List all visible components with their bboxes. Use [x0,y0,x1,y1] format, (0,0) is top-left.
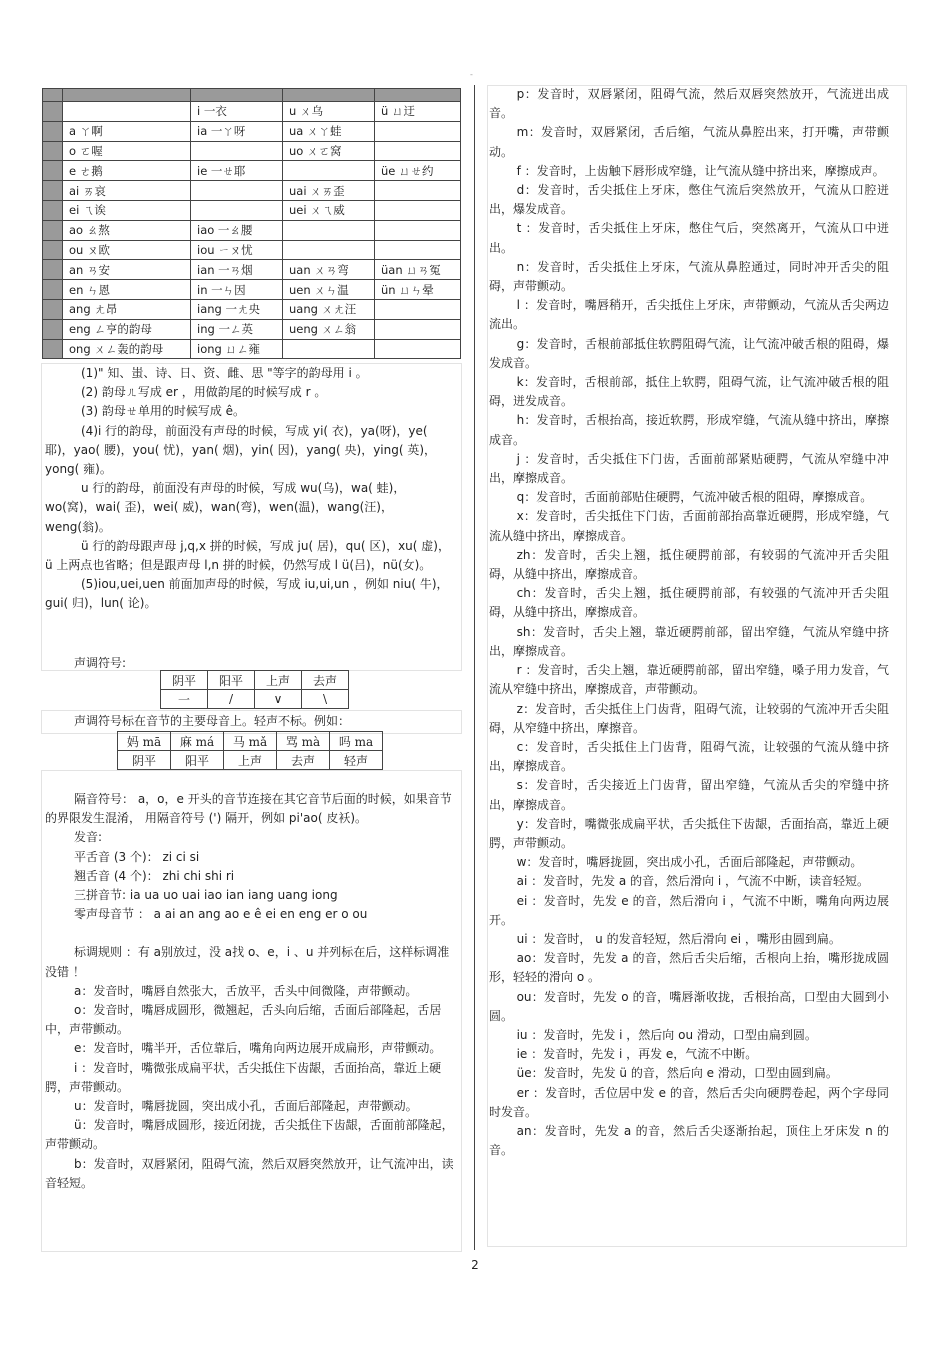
phoneme-description: n：发音时，舌尖抵住上牙床，气流从鼻腔通过，同时冲开舌尖的阻碍，声带颤动。 [489,259,889,294]
vowel-cell [283,339,375,359]
vowel-cell [283,220,375,240]
sanpin-line: 三拼音节: ia ua uo uai iao ian iang uang iong [74,888,338,903]
vowel-cell: uo ㄨㄛ窝 [283,141,375,161]
phoneme-description: q：发音时，舌面前部贴住硬腭，气流冲破舌根的阻碍，摩擦成音。 [516,490,873,505]
example-syllable: 吗 ma [330,732,383,751]
phoneme-description: an：发音时，先发 a 的音，然后舌尖逐渐抬起，顶住上牙床发 n 的音。 [489,1123,889,1158]
fayin-heading: 发音: [74,830,103,845]
right-text-block [489,85,889,1160]
vowel-row [43,220,461,240]
phoneme-description: p：发音时，双唇紧闭，阻碍气流，然后双唇突然放开，气流迸出成音。 [489,87,889,121]
vowel-cell: o ㄛ喔 [63,141,191,161]
vowel-cell: iou ㄧㄡ忧 [191,240,283,260]
vowel-cell [375,319,461,339]
phoneme-description: t ：发音时，舌尖抵住上牙床，憋住气后，突然离开，气流从口中迸出。 [489,221,889,255]
phoneme-description: x：发音时，舌尖抵住下门齿，舌面前部抬高靠近硬腭，形成窄缝，气流从缝中挤出，摩擦成音。 [489,509,889,543]
phoneme-description: m：发音时，双唇紧闭，舌后缩，气流从鼻腔出来，打开嘴，声带颤动。 [489,125,889,159]
vowel-cell [191,200,283,220]
vowel-cell: ei ㄟ诶 [63,200,191,220]
vowel-cell: ao ㄠ熬 [63,220,191,240]
tone-mark: 一 [161,690,208,709]
header-cell: i 一衣 [191,102,283,122]
note-6: ü 行的韵母跟声母 j,q,x 拼的时候，写成 ju( 居)，qu( 区)，xu( 虚)，ü 上两点也省略；但是跟声母 l,n 拼的时候，仍然写成 l ü(吕)，nü(女)。 [45,538,450,573]
tone-name: 阴平 [161,671,208,690]
vowel-notes [45,364,455,614]
example-syllable: 马 mǎ [224,732,277,751]
vowel-row [43,240,461,260]
phoneme-description: g：发音时，舌根前部抵住软腭阻碍气流，让气流冲破舌根的阻碍，爆发成音。 [489,336,889,370]
header-cell: ü ㄩ迂 [375,102,461,122]
example-tone: 去声 [277,751,330,770]
vowel-cell: uan ㄨㄢ弯 [283,260,375,280]
phoneme-description: ch：发音时，舌尖上翘，抵住硬腭前部，有较强的气流冲开舌尖阻碍，从缝中挤出，摩擦成音。 [489,586,889,620]
vowel-cell: ong ㄨㄥ轰的韵母 [63,339,191,359]
phoneme-description: ei ：发音时，先发 e 的音，然后滑向 i ，气流不中断，嘴角向两边展开。 [489,893,889,927]
tone-intro: 声调符号标在音节的主要母音上。轻声不标。例如： [74,714,351,728]
vowel-cell [283,161,375,181]
phoneme-description: z：发音时，舌尖抵住上门齿背，阻碍气流，让较弱的气流冲开舌尖阻碍，从窄缝中挤出，摩擦音。 [489,701,889,735]
note-1: (1)" 知、蚩、诗、日、资、雌、思 "等字的韵母用 i 。 [81,366,368,380]
phoneme-description: ui ：发音时， u 的发音轻短，然后滑向 ei ，嘴形由圆到扁。 [516,931,841,946]
phoneme-description: l ：发音时，嘴唇稍开，舌尖抵住上牙床，声带颤动，气流从舌尖两边流出。 [489,298,889,332]
vowel-cell [375,141,461,161]
vowel-row [43,121,461,141]
vowel-cell: ai ㄞ哀 [63,181,191,201]
phoneme-description: ao：发音时，先发 a 的音，然后舌尖后缩，舌根向上抬，嘴形拢成圆形，轻轻的滑向 o 。 [489,951,889,985]
vowel-cell: üe ㄩㄝ约 [375,161,461,181]
phoneme-description: j ：发音时，舌尖抵住下门齿，舌面前部紧贴硬腭，气流从窄缝中冲出，摩擦成音。 [489,451,889,486]
row-marker [43,280,63,300]
vowel-row [43,200,461,220]
vowel-cell: en ㄣ恩 [63,280,191,300]
note-3: (3) 韵母ㄝ单用的时候写成 ê。 [81,404,246,419]
phoneme-description: er ：发音时，舌位居中发 e 的音，然后舌尖向硬腭卷起，两个字母同时发音。 [489,1085,889,1119]
tone-mark: / [208,690,255,709]
vowel-cell: in 一ㄣ因 [191,280,283,300]
vowel-cell: uai ㄨㄞ歪 [283,181,375,201]
page-number: 2 [471,1258,479,1272]
example-tone: 上声 [224,751,277,770]
phoneme-description: r ：发音时，舌尖上翘，靠近硬腭前部，留出窄缝，嗓子用力发音，气流从窄缝中挤出，摩擦成音，声带颤动。 [489,663,889,697]
vowel-row [43,181,461,201]
row-marker [43,181,63,201]
tone-example-table-wrap [117,731,383,770]
vowel-cell: uang ㄨㄤ汪 [283,299,375,319]
biaodiao-rule: 标调规则 ：有 a别放过，没 a找 o、e，i 、u 并列标在后，这样标调准没错 ！ [45,945,450,979]
vowel-cell: ün ㄩㄣ晕 [375,280,461,300]
tone-title: 声调符号: [74,656,127,670]
note-2: (2) 韵母ㄦ写成 er ，用做韵尾的时候写成 r 。 [81,385,327,400]
example-tone: 阳平 [171,751,224,770]
note-5: u 行的韵母，前面没有声母的时候，写成 wu(乌)，wa( 蛙)，wo(窝)，wai( 歪)，wei( 威)，wan(弯)，wen(温)，wang(汪)，weng(翁)。 [45,481,406,534]
phoneme-description: ou：发音时，先发 o 的音，嘴唇渐收拢，舌根抬高，口型由大圆到小圆。 [489,989,889,1023]
phoneme-description: üe：发音时，先发 ü 的音，然后向 e 滑动，口型由圆到扁。 [516,1066,838,1081]
example-tone: 阴平 [118,751,171,770]
vowel-cell: iang 一ㄤ央 [191,299,283,319]
vowel-table-wrapper [42,88,461,359]
tone-name: 上声 [255,671,302,690]
lingshengmu-line: 零声母音节 ： a ai an ang ao e ê ei en eng er o ou [74,907,368,922]
vowel-cell [375,220,461,240]
row-marker [43,141,63,161]
phoneme-description: ai ：发音时，先发 a 的音，然后滑向 i ，气流不中断，读音轻短。 [516,874,870,889]
vowel-cell: uei ㄨㄟ威 [283,200,375,220]
vowel-cell [375,339,461,359]
tone-name: 阳平 [208,671,255,690]
desc-i: i ：发音时，嘴微张成扁平状，舌尖抵住下齿龈，舌面抬高，靠近上硬腭，声带颤动。 [45,1060,442,1094]
row-marker [43,339,63,359]
header-cell: u ㄨ乌 [283,102,375,122]
vowel-table-header [43,102,461,122]
desc-o: o：发音时，嘴唇成圆形，微翘起，舌头向后缩，舌面后部隆起，舌居中，声带颤动。 [45,1003,442,1037]
phoneme-description: y：发音时，嘴微张成扁平状，舌尖抵住下齿龈，舌面抬高，靠近上硬腭，声带颤动。 [489,816,889,850]
qiaoshe-line: 翘舌音 (4 个)： zhi chi shi ri [74,868,235,883]
note-4: (4)i 行的韵母，前面没有声母的时候，写成 yi( 衣)，ya(呀)，ye( 耶)，yao( 腰)，you( 忧)，yan( 烟)，yin( 因)，yang( 央)，ying( 英)，yong( 雍)。 [45,423,437,477]
vowel-cell [375,181,461,201]
tone-symbol-table [160,670,349,709]
example-syllable: 麻 má [171,732,224,751]
row-marker [43,260,63,280]
example-tone: 轻声 [330,751,383,770]
phoneme-description: k：发音时，舌根前部，抵住上软腭，阻碍气流，让气流冲破舌根的阻碍，迸发成音。 [489,375,889,409]
vowel-cell: ou ㄡ欧 [63,240,191,260]
vowel-row [43,161,461,181]
row-marker [43,161,63,181]
phoneme-description: iu ：发音时，先发 i ，然后向 ou 滑动，口型由扁到圆。 [516,1027,817,1042]
phoneme-description: s：发音时，舌尖接近上门齿背，留出窄缝，气流从舌尖的窄缝中挤出，摩擦成音。 [489,778,889,812]
vowel-cell [375,299,461,319]
tone-mark: ∨ [255,690,302,709]
vowel-table [42,88,461,359]
row-marker [43,299,63,319]
vowel-cell: üan ㄩㄢ冤 [375,260,461,280]
vowel-cell: ie 一ㄝ耶 [191,161,283,181]
vowel-table-top-bar [43,89,461,102]
row-marker [43,200,63,220]
desc-v: ü：发音时，嘴唇成圆形，接近闭拢，舌尖抵住下齿龈，舌面前部隆起，声带颤动。 [45,1118,454,1152]
phoneme-description: h：发音时，舌根抬高，接近软腭，形成窄缝，气流从缝中挤出，摩擦成音。 [489,413,889,447]
pingshe-line: 平舌音 (3 个)： zi ci si [74,849,200,864]
vowel-cell: a ㄚ啊 [63,121,191,141]
vowel-cell [375,240,461,260]
tone-example-table [117,731,383,770]
desc-b: b：发音时，双唇紧闭，阻碍气流，然后双唇突然放开，让气流冲出，读音轻短。 [45,1156,454,1190]
vowel-cell [191,181,283,201]
tone-name: 去声 [302,671,349,690]
vowel-cell: ing 一ㄥ英 [191,319,283,339]
vowel-cell [191,141,283,161]
column-divider [474,85,475,1250]
vowel-row [43,260,461,280]
phoneme-description: ie ：发音时，先发 i ，再发 e，气流不中断。 [516,1047,758,1062]
vowel-row [43,339,461,359]
vowel-row [43,319,461,339]
row-marker [43,220,63,240]
vowel-cell: iao 一ㄠ腰 [191,220,283,240]
row-marker [43,319,63,339]
example-syllable: 骂 mà [277,732,330,751]
vowel-cell [375,121,461,141]
desc-u: u：发音时，嘴唇拢圆，突出成小孔，舌面后部隆起，声带颤动。 [74,1099,418,1114]
vowel-cell: ua ㄨㄚ蛙 [283,121,375,141]
vowel-cell: an ㄢ安 [63,260,191,280]
phoneme-description: zh：发音时，舌尖上翘，抵住硬腭前部，有较弱的气流冲开舌尖阻碍，从缝中挤出，摩擦成音。 [489,547,889,582]
geyin-paragraph: 隔音符号： a，o，e 开头的音节连接在其它音节后面的时候，如果音节的界限发生混淆， 用隔音符号 (') 隔开，例如 pi'ao( 皮袄)。 [45,792,452,826]
vowel-cell: uen ㄨㄣ温 [283,280,375,300]
vowel-cell [283,240,375,260]
left-text-block [45,790,457,1193]
tone-symbol-table-wrap [160,670,349,709]
vowel-cell: ueng ㄨㄥ翁 [283,319,375,339]
vowel-cell: eng ㄥ亨的韵母 [63,319,191,339]
vowel-cell: e ㄜ鹅 [63,161,191,181]
desc-e: e：发音时，嘴半开，舌位靠后，嘴角向两边展开成扁形，声带颤动。 [74,1041,442,1056]
phoneme-description: w：发音时，嘴唇拢圆，突出成小孔，舌面后部隆起，声带颤动。 [516,855,863,870]
phoneme-description: sh：发音时，舌尖上翘，靠近硬腭前部，留出窄缝，气流从窄缝中挤出，摩擦成音。 [489,624,889,658]
vowel-cell: ian 一ㄢ烟 [191,260,283,280]
example-syllable: 妈 mā [118,732,171,751]
row-marker [43,121,63,141]
row-marker [43,240,63,260]
top-mark: - [470,70,473,79]
phoneme-description: d：发音时，舌尖抵住上牙床，憋住气流后突然放开，气流从口腔迸出，爆发成音。 [489,183,889,217]
phoneme-description: f ：发音时，上齿触下唇形成窄缝，让气流从缝中挤出来，摩擦成声。 [516,163,885,178]
tone-mark: \ [302,690,349,709]
vowel-cell: ia 一ㄚ呀 [191,121,283,141]
note-7: (5)iou,uei,uen 前面加声母的时候，写成 iu,ui,un ，例如 niu( 牛)，gui( 归)，lun( 论)。 [45,577,449,611]
vowel-cell [375,200,461,220]
vowel-row [43,141,461,161]
phoneme-description: c：发音时，舌尖抵住上门齿背，阻碍气流，让较强的气流从缝中挤出，摩擦成音。 [489,739,889,774]
desc-a: a：发音时，嘴唇自然张大，舌放平，舌头中间微隆，声带颤动。 [74,983,418,998]
vowel-cell: iong ㄩㄥ雍 [191,339,283,359]
vowel-row [43,280,461,300]
vowel-cell: ang ㄤ昂 [63,299,191,319]
vowel-row [43,299,461,319]
